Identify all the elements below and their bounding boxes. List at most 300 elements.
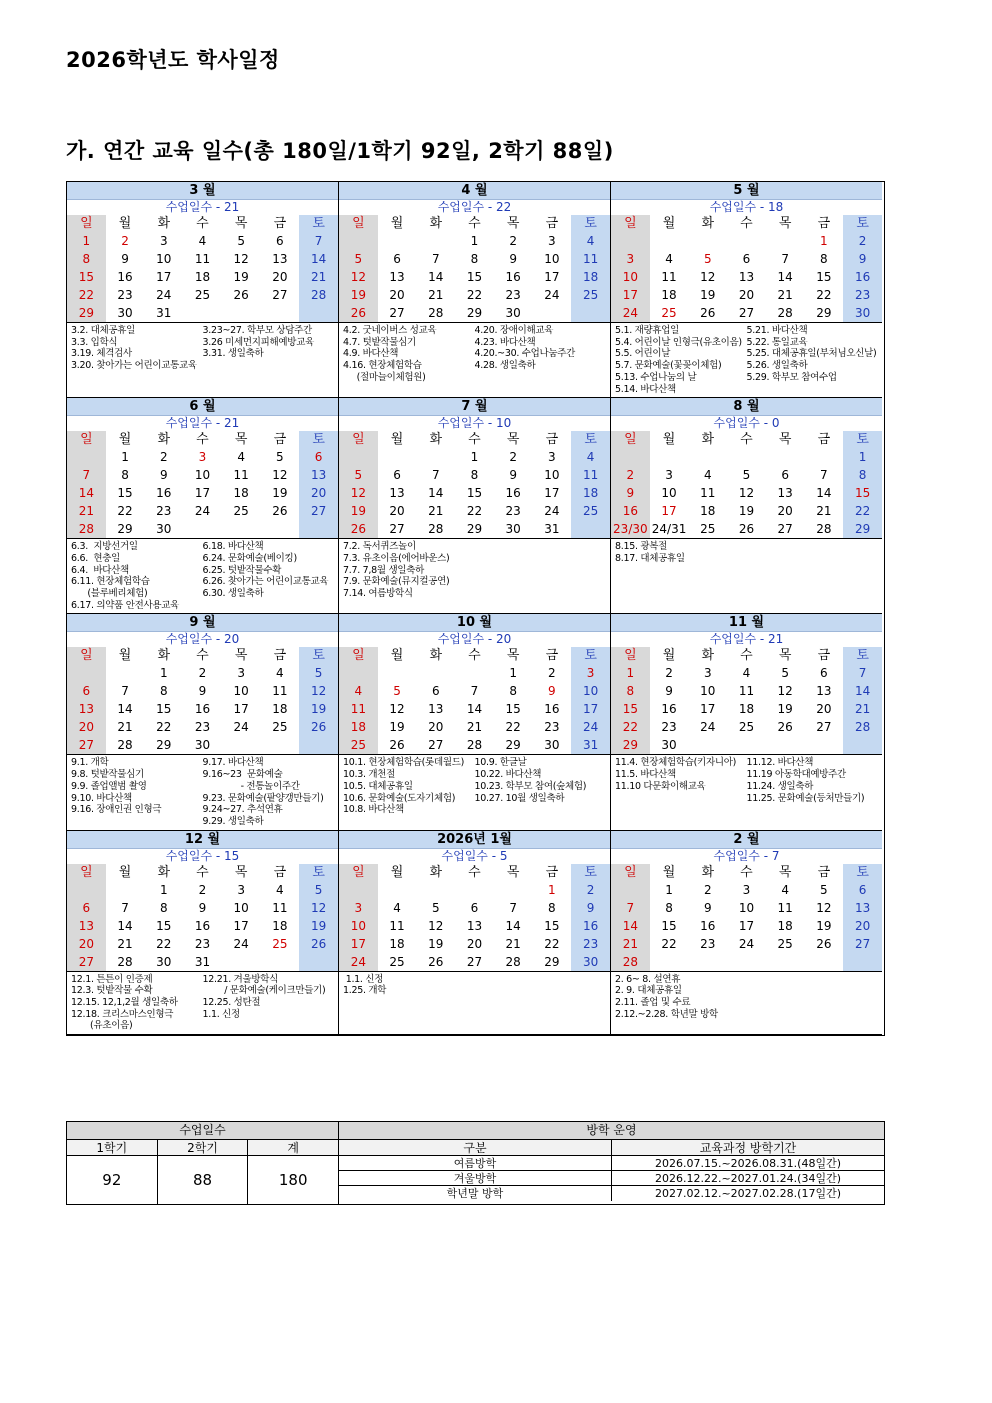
- day-cell: 20: [843, 917, 882, 935]
- events-right: 11.12. 바다산책 11.19 아동학대예방주간 11.24. 생일축하 11.25. 문화예술(등처만들기): [746, 757, 865, 804]
- day-cell: 6: [742, 252, 751, 266]
- day-cell: 16: [611, 502, 650, 520]
- day-cell: 26: [339, 520, 378, 538]
- weekday-header: 화: [701, 648, 715, 664]
- day-cell: 7: [121, 684, 129, 699]
- day-cell: 5: [742, 468, 751, 483]
- day-cell: 3: [237, 666, 245, 681]
- events-left: 10.1. 현장체험학습(롯데월드) 10.3. 개천절 10.5. 대체공휴일 10.6. 문화예술(도자기체험) 10.8. 바다산책: [343, 757, 464, 816]
- document-title: 2026학년도 학사일정: [66, 48, 280, 72]
- day-cell: 11: [700, 486, 716, 501]
- day-cell: 29: [466, 522, 483, 537]
- day-cell: [416, 664, 455, 682]
- month-events: [67, 322, 338, 397]
- events-left: 6.3. 지방선거일 6.6. 현충일 6.4. 바다산책 6.11. 현장체험학습 (블루베리체험) 6.17. 의약품 안전사용교육: [71, 541, 180, 611]
- day-cell: 12: [339, 268, 378, 286]
- day-cell: 13: [272, 252, 288, 266]
- day-cell: [378, 881, 417, 899]
- day-cell: 10: [544, 252, 560, 266]
- events-right: 5.21. 바다산책 5.22. 통일교육 5.25. 대체공휴일(부처님오신날) 5.26. 생일축하 5.29. 학부모 참여수업: [746, 325, 877, 383]
- day-cell: [67, 448, 106, 466]
- day-cell: 14: [611, 917, 650, 935]
- day-cell: [805, 953, 844, 971]
- day-cell: 17: [544, 270, 560, 284]
- day-cell: 25: [272, 720, 288, 735]
- events-left: 2. 6~ 8. 설연휴 2. 9. 대체공휴일 2.11. 졸업 및 수료 2.12.~2.28. 학년말 방학: [615, 973, 718, 1020]
- weekday-header: 토: [571, 215, 610, 232]
- day-cell: 5: [431, 900, 440, 915]
- weekday-header: 목: [234, 432, 248, 448]
- events-left: 7.2. 독서퀴즈놀이 7.3. 유초이음(에어바운스) 7.7. 7,8월 생일축하 7.9. 문화예술(뮤지컬공연) 7.14. 여름방학식: [343, 541, 450, 600]
- day-cell: 2: [121, 234, 129, 248]
- month-block: [67, 831, 339, 1036]
- vacation-header: 방학 운영: [339, 1121, 884, 1140]
- day-cell: 20: [816, 702, 832, 717]
- school-days-count: 수업일수 - 18: [709, 200, 784, 214]
- day-cell: 30: [156, 954, 172, 969]
- day-cell: 24: [233, 720, 249, 735]
- day-cell: [650, 232, 689, 250]
- day-cell: 26: [339, 304, 378, 322]
- month-name: 2026년 1월: [339, 831, 610, 849]
- day-cell: 24: [544, 504, 560, 519]
- month-calendar: [67, 647, 338, 754]
- school-days-count: 수업일수 - 7: [713, 848, 780, 863]
- day-cell: 28: [67, 520, 106, 538]
- day-cell: 6: [470, 900, 479, 915]
- day-cell: 15: [661, 918, 677, 933]
- day-cell: 13: [299, 466, 338, 484]
- day-cell: 6: [393, 252, 401, 266]
- day-cell: 23: [505, 504, 521, 519]
- day-cell: 2: [159, 450, 168, 465]
- day-cell: [688, 736, 727, 754]
- day-cell: 2: [703, 882, 712, 897]
- day-cell: 19: [777, 702, 793, 717]
- first-semester-label: 1학기: [67, 1140, 158, 1156]
- day-cell: [416, 881, 455, 899]
- day-cell: 12: [389, 702, 405, 717]
- weekday-header: 토: [571, 647, 610, 664]
- day-cell: [455, 881, 494, 899]
- day-cell: 10: [233, 900, 249, 915]
- day-cell: 11: [571, 466, 610, 484]
- day-cell: 3: [237, 882, 245, 897]
- day-cell: 10: [194, 468, 211, 483]
- day-cell: 29: [156, 738, 172, 753]
- day-cell: 26: [700, 306, 716, 320]
- day-cell: 9: [703, 900, 712, 915]
- day-cell: 27: [67, 736, 106, 754]
- day-cell: 10: [156, 252, 172, 266]
- weekday-header: 화: [157, 648, 171, 664]
- day-cell: 7: [67, 466, 106, 484]
- month-calendar: [67, 215, 338, 322]
- weekday-header: 토: [299, 864, 338, 881]
- day-cell: 10: [661, 486, 677, 501]
- day-cell: 20: [67, 718, 106, 736]
- day-cell: 14: [428, 270, 444, 284]
- day-cell: 11: [339, 700, 378, 718]
- events-left: 8.15. 광복절 8.17. 대체공휴일: [615, 541, 685, 564]
- day-cell: 2: [509, 450, 517, 465]
- day-cell: 18: [272, 702, 288, 717]
- weekday-header: 일: [339, 431, 378, 448]
- weekday-header: 금: [545, 864, 559, 880]
- day-cell: 3: [159, 234, 168, 248]
- events-right: [747, 974, 879, 1033]
- second-semester-label: 2학기: [158, 1140, 249, 1156]
- day-cell: [183, 520, 222, 538]
- day-cell: 9: [198, 684, 207, 699]
- day-cell: 24: [611, 304, 650, 322]
- weekday-header: 화: [157, 216, 171, 231]
- day-cell: 9: [159, 468, 168, 483]
- day-cell: 4: [703, 468, 712, 483]
- weekday-header: 토: [843, 431, 882, 448]
- month-block: [611, 831, 882, 1036]
- day-cell: 6: [843, 881, 882, 899]
- day-cell: 8: [121, 468, 129, 483]
- day-cell: 9: [509, 252, 517, 266]
- day-cell: 17: [233, 702, 249, 717]
- day-cell: 15: [67, 268, 106, 286]
- weekday-header: 금: [273, 216, 287, 231]
- day-cell: 3: [611, 250, 650, 268]
- month-events: [611, 322, 882, 397]
- day-cell: 21: [117, 936, 133, 951]
- month-block: [611, 614, 882, 830]
- weekday-header: 일: [339, 215, 378, 232]
- day-cell: [805, 736, 844, 754]
- day-cell: 21: [117, 720, 133, 735]
- day-cell: 9: [843, 250, 882, 268]
- month-calendar: [339, 647, 610, 754]
- day-cell: 19: [339, 502, 378, 520]
- day-cell: 23: [117, 288, 133, 302]
- day-cell: [727, 736, 766, 754]
- day-cell: 8: [67, 250, 106, 268]
- month-block: [67, 398, 339, 614]
- day-cell: 17: [700, 702, 716, 717]
- day-cell: 26: [428, 954, 444, 969]
- day-cell: 19: [738, 504, 755, 519]
- day-cell: [261, 953, 300, 971]
- month-name: 11 월: [611, 614, 882, 632]
- day-cell: 31: [156, 306, 172, 320]
- weekday-header: 화: [157, 432, 171, 448]
- events-right: [747, 541, 879, 611]
- events-left: 5.1. 재량휴업일 5.4. 어린이날 인형극(유초이음) 5.5. 어린이날 5.7. 문화예술(꽃꽂이체험) 5.13. 수업나눔의 날 5.14. 바다산책: [615, 325, 742, 395]
- weekday-header: 화: [701, 216, 715, 231]
- month-calendar: [339, 864, 610, 971]
- day-cell: 5: [703, 252, 712, 266]
- day-cell: [688, 953, 727, 971]
- month-block: [339, 614, 611, 830]
- day-cell: 27: [777, 522, 793, 537]
- day-cell: 19: [339, 286, 378, 304]
- day-cell: 5: [781, 666, 789, 681]
- day-cell: 10: [233, 684, 249, 699]
- school-days-count: 수업일수 - 10: [437, 416, 512, 431]
- day-cell: 20: [738, 288, 755, 302]
- day-cell: 25: [777, 936, 793, 951]
- day-cell: [339, 448, 378, 466]
- day-cell: [611, 448, 650, 466]
- day-cell: 11: [738, 684, 755, 699]
- total-days: 180: [278, 1171, 308, 1189]
- day-cell: 23: [843, 286, 882, 304]
- day-cell: 17: [611, 286, 650, 304]
- day-cell: 13: [843, 899, 882, 917]
- day-cell: 24: [738, 936, 755, 951]
- day-cell: 28: [466, 738, 483, 753]
- month-name: 8 월: [611, 398, 882, 416]
- day-cell: 22: [156, 936, 172, 951]
- day-cell: 18: [661, 288, 677, 302]
- day-cell: [727, 232, 766, 250]
- day-cell: 27: [389, 306, 405, 320]
- weekday-header: 월: [118, 648, 132, 664]
- weekday-header: 목: [234, 216, 248, 231]
- weekday-header: 금: [545, 216, 559, 231]
- events-right: 12.21. 겨울방학식 / 문화예술(케이크만들기) 12.25. 성탄절 1.1. 신정: [202, 973, 326, 1020]
- day-cell: [339, 664, 378, 682]
- day-cell: 22: [466, 288, 483, 302]
- day-cell: 4: [571, 448, 610, 466]
- day-cell: 9: [611, 484, 650, 502]
- day-cell: [378, 448, 417, 466]
- weekday-header: 목: [506, 648, 520, 664]
- day-cell: 15: [156, 918, 172, 933]
- day-cell: 3: [548, 234, 556, 248]
- day-cell: 16: [843, 268, 882, 286]
- weekday-header: 일: [67, 431, 106, 448]
- day-cell: 1: [665, 882, 673, 897]
- day-cell: 1: [509, 666, 517, 681]
- day-cell: 12: [233, 252, 249, 266]
- weekday-header: 화: [429, 432, 443, 448]
- day-cell: [611, 232, 650, 250]
- day-cell: 10: [339, 917, 378, 935]
- day-cell: 21: [611, 935, 650, 953]
- day-cell: 15: [816, 270, 832, 284]
- month-calendar: [339, 431, 610, 538]
- day-cell: 25: [339, 736, 378, 754]
- day-cell: 3: [665, 468, 673, 483]
- month-name: 2 월: [611, 831, 882, 849]
- day-cell: 19: [816, 918, 832, 933]
- weekday-header: 토: [571, 864, 610, 881]
- day-cell: 7: [843, 664, 882, 682]
- school-days-count: 수업일수 - 21: [165, 416, 240, 431]
- weekday-header: 금: [817, 216, 831, 231]
- day-cell: 12: [339, 484, 378, 502]
- weekday-header: 월: [118, 216, 132, 231]
- day-cell: 19: [428, 936, 444, 951]
- school-days-count: 수업일수 - 21: [165, 200, 240, 214]
- day-cell: [766, 953, 805, 971]
- day-cell: 15: [843, 484, 882, 502]
- day-cell: 8: [509, 684, 517, 699]
- weekday-header: 일: [339, 647, 378, 664]
- day-cell: 30: [661, 738, 677, 753]
- day-cell: 16: [117, 270, 133, 284]
- day-cell: [67, 881, 106, 899]
- vacation-summary: [339, 1121, 884, 1204]
- events-left: 1.1. 신정 1.25. 개학: [343, 973, 387, 997]
- month-name: 10 월: [339, 614, 610, 632]
- vacation-period-header: 교육과정 방학기간: [612, 1140, 884, 1156]
- day-cell: 29: [544, 954, 560, 969]
- day-cell: 16: [571, 917, 610, 935]
- day-cell: 22: [117, 504, 133, 519]
- weekday-header: 목: [234, 864, 248, 880]
- events-right: 6.18. 바다산책 6.24. 문화예술(베이킹) 6.25. 텃밭작물수확 6.26. 찾아가는 어린이교통교육 6.30. 생일축하: [202, 541, 329, 600]
- day-cell: 18: [571, 484, 610, 502]
- day-cell: [650, 448, 689, 466]
- day-cell: 21: [428, 504, 444, 519]
- day-cell: 16: [505, 486, 521, 501]
- weekday-header: 목: [234, 648, 248, 664]
- day-cell: 21: [816, 504, 832, 519]
- day-cell: 23: [194, 936, 211, 951]
- day-cell: 5: [339, 466, 378, 484]
- day-cell: 20: [428, 720, 444, 735]
- day-cell: 1: [548, 882, 556, 897]
- day-cell: [222, 953, 261, 971]
- day-cell: 21: [777, 288, 793, 302]
- weekday-header: 월: [662, 216, 676, 231]
- day-cell: 23/30: [611, 520, 650, 538]
- day-cell: 15: [117, 486, 133, 501]
- weekday-header: 토: [571, 431, 610, 448]
- day-cell: 18: [272, 918, 288, 933]
- day-cell: 2: [198, 666, 207, 681]
- day-cell: 17: [571, 700, 610, 718]
- events-right: 9.17. 바다산책 9.16~23 문화예술 - 전통놀이주간 9.23. 문화예술(팥양갱만들기) 9.24~27. 추석연휴 9.29. 생일축하: [202, 757, 324, 827]
- day-cell: [611, 881, 650, 899]
- day-cell: 3: [703, 666, 712, 681]
- month-block: [339, 182, 611, 398]
- day-cell: 14: [777, 270, 793, 284]
- weekday-header: 토: [843, 647, 882, 664]
- day-cell: 10: [611, 268, 650, 286]
- weekday-header: 월: [390, 432, 404, 448]
- day-cell: [222, 304, 261, 322]
- day-cell: 17: [233, 918, 249, 933]
- day-cell: 6: [276, 234, 284, 248]
- events-right: 4.20. 장애이해교육 4.23. 바다산책 4.20.~30. 수업나눔주간 4.28. 생일축하: [474, 325, 576, 372]
- day-cell: 13: [389, 270, 405, 284]
- day-cell: 12: [738, 486, 755, 501]
- day-cell: 11: [272, 684, 288, 699]
- day-cell: 23: [661, 720, 677, 735]
- day-cell: [843, 736, 882, 754]
- day-cell: 22: [661, 936, 677, 951]
- day-cell: 19: [272, 486, 288, 501]
- vacation-period: 2026.07.15.~2026.08.31.(48일간): [612, 1156, 884, 1171]
- day-cell: 13: [777, 486, 793, 501]
- school-days-count: 수업일수 - 21: [709, 632, 784, 647]
- day-cell: 28: [117, 954, 133, 969]
- day-cell: 5: [820, 882, 828, 897]
- day-cell: 8: [843, 466, 882, 484]
- day-cell: 8: [548, 900, 556, 915]
- day-cell: 17: [156, 270, 172, 284]
- day-cell: 1: [470, 450, 479, 465]
- month-name: 6 월: [67, 398, 338, 416]
- day-cell: 1: [159, 882, 168, 897]
- weekday-header: 일: [67, 215, 106, 232]
- day-cell: 17: [661, 504, 677, 519]
- day-cell: 19: [700, 288, 716, 302]
- day-cell: 5: [299, 881, 338, 899]
- vacation-period: 2026.12.22.~2027.01.24.(34일간): [612, 1171, 884, 1186]
- day-cell: 29: [117, 522, 133, 537]
- day-cell: 28: [843, 718, 882, 736]
- weekday-header: 월: [662, 648, 676, 664]
- day-cell: 29: [611, 736, 650, 754]
- day-cell: 29: [67, 304, 106, 322]
- calendar-grid: [66, 181, 885, 1036]
- month-calendar: [67, 431, 338, 538]
- weekday-header: 일: [339, 864, 378, 881]
- day-cell: 22: [611, 718, 650, 736]
- day-cell: 9: [121, 252, 129, 266]
- day-cell: 19: [233, 270, 249, 284]
- month-name: 9 월: [67, 614, 338, 632]
- month-calendar: [611, 864, 882, 971]
- day-cell: 30: [156, 522, 172, 537]
- weekday-header: 화: [157, 864, 171, 880]
- weekday-header: 화: [701, 432, 715, 448]
- day-cell: 22: [843, 502, 882, 520]
- day-cell: 5: [339, 250, 378, 268]
- day-cell: 9: [571, 899, 610, 917]
- day-cell: 24: [156, 288, 172, 302]
- day-cell: 23: [544, 720, 560, 735]
- day-cell: 30: [194, 738, 211, 753]
- school-days-header: 수업일수: [67, 1121, 338, 1140]
- day-cell: 11: [194, 252, 211, 266]
- day-cell: 21: [428, 288, 444, 302]
- day-cell: 27: [67, 953, 106, 971]
- day-cell: 12: [299, 682, 338, 700]
- day-cell: 12: [272, 468, 288, 483]
- month-events: [67, 538, 338, 613]
- day-cell: 23: [194, 720, 211, 735]
- day-cell: 15: [466, 486, 483, 501]
- day-cell: [339, 881, 378, 899]
- day-cell: 12: [299, 899, 338, 917]
- day-cell: [222, 736, 261, 754]
- day-cell: 12: [816, 900, 832, 915]
- day-cell: 25: [571, 502, 610, 520]
- day-cell: 28: [816, 522, 832, 537]
- day-cell: 6: [299, 448, 338, 466]
- day-cell: 7: [509, 900, 517, 915]
- day-cell: 11: [389, 918, 405, 933]
- day-cell: [766, 232, 805, 250]
- day-cell: 13: [67, 917, 106, 935]
- month-block: [67, 614, 339, 830]
- weekday-header: 목: [506, 864, 520, 880]
- weekday-header: 화: [429, 864, 443, 880]
- weekday-header: 수: [468, 648, 481, 664]
- day-cell: 4: [276, 882, 284, 897]
- day-cell: 13: [738, 270, 755, 284]
